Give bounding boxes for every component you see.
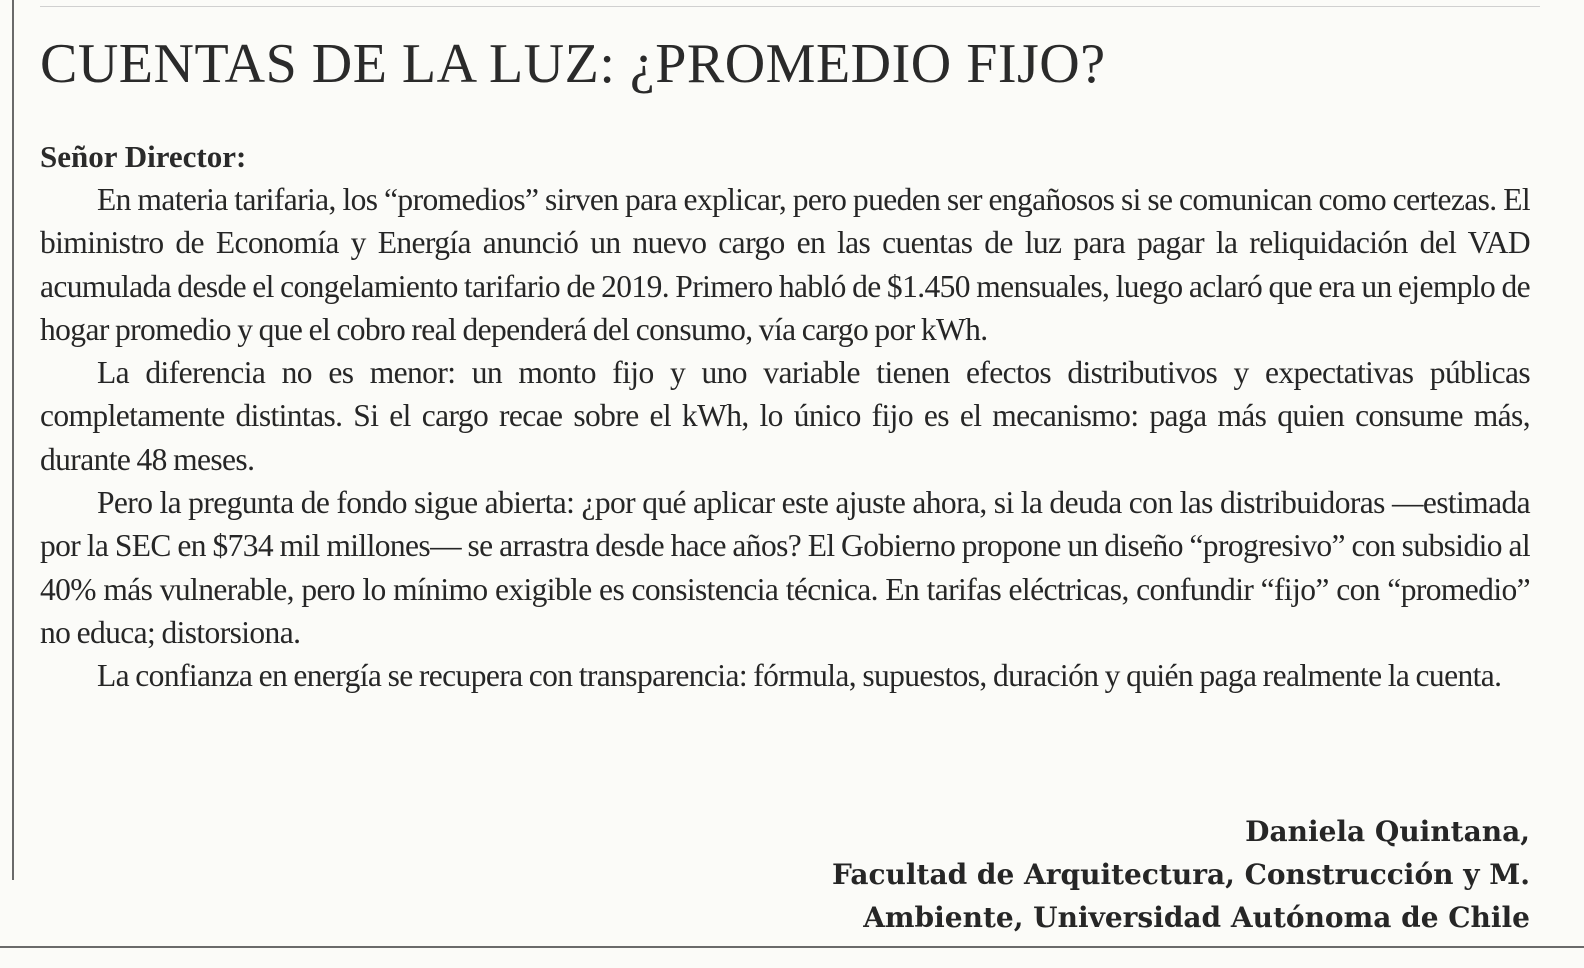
salutation: Señor Director: — [40, 139, 247, 174]
bottom-rule — [0, 946, 1584, 948]
letter-headline: CUENTAS DE LA LUZ: ¿PROMEDIO FIJO? — [40, 33, 1106, 95]
paragraph-4: La confianza en energía se recupera con transparencia: fórmula, supuestos, duración y quién paga realmente la cuenta. — [97, 658, 1502, 694]
paragraph-1: En materia tarifaria, los “promedios” sirven para explicar, pero pueden ser engañosos si se comunican como certezas. El biministro de Economía y Energía anunció un nuevo cargo en las cuentas de luz para pagar la reliquidación del VAD acumulada desde el congelamiento tarifario de 2019. Primero habló de $1.450 mensuales, luego aclaró que era un ejemplo de hogar promedio y que el cobro real dependerá del consumo, vía cargo por kWh. — [40, 182, 1530, 347]
top-rule — [40, 6, 1540, 7]
letter-body — [40, 178, 1530, 698]
signature-block — [832, 810, 1530, 939]
paragraph-3: Pero la pregunta de fondo sigue abierta: ¿por qué aplicar este ajuste ahora, si la deuda con las distribuidoras —estimada por la SEC en $734 mil millones— se arrastra desde hace años? El Gobierno propone un diseño “progresivo” con subsidio al 40% más vulnerable, pero lo mínimo exigible es consistencia técnica. En tarifas eléctricas, confundir “fijo” con “promedio” no educa; distorsiona. — [40, 485, 1530, 650]
author-name: Daniela Quintana, — [1245, 815, 1530, 848]
author-affiliation-line-1: Facultad de Arquitectura, Construcción y M. — [831, 858, 1530, 891]
paragraph-2: La diferencia no es menor: un monto fijo y uno variable tienen efectos distributivos y expectativas públicas completamente distintas. Si el cargo recae sobre el kWh, lo único fijo es el mecanismo: paga más quien consume más, durante 48 meses. — [40, 355, 1530, 477]
left-column-rule — [12, 0, 14, 880]
author-affiliation-line-2: Ambiente, Universidad Autónoma de Chile — [863, 901, 1530, 934]
